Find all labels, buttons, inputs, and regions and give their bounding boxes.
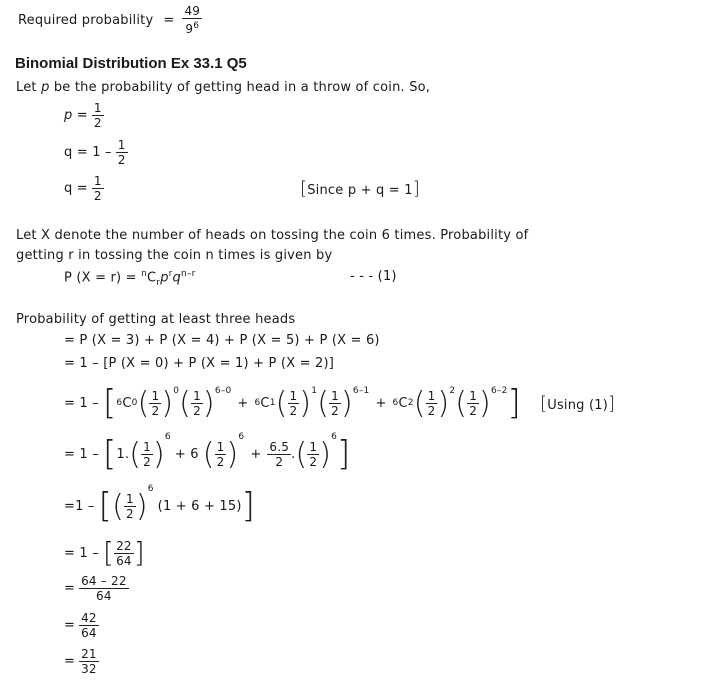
formula-qexp: n–r — [181, 269, 196, 279]
fraction-denominator — [183, 19, 201, 36]
exp: 6 — [238, 432, 245, 442]
formula-lhs: P (X = r) = — [64, 270, 137, 286]
required-probability-label: Required probability — [18, 12, 154, 28]
since-note: [Since p + q = 1] — [300, 178, 420, 199]
step6-pre: = 1 – — [64, 545, 99, 561]
den: 2 — [427, 403, 436, 418]
num: 6.5 — [269, 439, 290, 454]
plus: + — [375, 395, 387, 411]
q-fraction — [116, 138, 128, 167]
step3-pre: = 1 – — [64, 395, 99, 411]
formula-c: C — [147, 270, 157, 286]
q-result-lhs: q = — [64, 181, 88, 196]
e2: 2 — [449, 385, 456, 396]
six: 6 — [392, 398, 399, 408]
exp: 6 — [147, 484, 154, 494]
den: 2 — [331, 403, 339, 418]
formula-n: n — [141, 269, 147, 279]
den: 2 — [216, 454, 225, 469]
den: 2 — [309, 454, 318, 469]
step-8 — [64, 611, 99, 640]
step-7 — [64, 574, 129, 603]
para1-post: be the probability of getting head in a throw of coin. So, — [53, 80, 431, 95]
step-2: = 1 – [P (X = 0) + P (X = 1) + P (X = 2)] — [64, 356, 335, 371]
formula-p: p — [160, 270, 169, 286]
step5-pre: =1 – — [64, 498, 95, 514]
required-probability-fraction — [182, 4, 202, 36]
six: 6 — [254, 398, 261, 408]
exp: 6 — [331, 432, 338, 442]
e0: 0 — [173, 385, 180, 396]
num: 1 — [289, 388, 298, 403]
step5-sum: (1 + 6 + 15) — [157, 498, 242, 514]
binomial-formula — [64, 269, 196, 288]
p-fraction — [92, 101, 104, 130]
den: 2 — [289, 403, 298, 418]
num: 64 – 22 — [81, 574, 127, 588]
para2-line1: Let X denote the number of heads on tossing the coin 6 times. Probability of — [16, 228, 529, 243]
c: C — [398, 395, 408, 411]
step4-a: 1. — [116, 446, 130, 462]
step4-b: + 6 — [174, 446, 199, 462]
six: 6 — [116, 398, 123, 408]
using-note: [Using (1)] — [540, 393, 616, 414]
step4-c: + — [250, 446, 262, 462]
num: 1 — [469, 388, 478, 403]
term-0: 6 C 0 ( $\frac{1}{2}$ ) 0 ( $\frac{1}{2}$ ) 6–0 — [116, 385, 232, 421]
denominator-base: 9 — [185, 22, 194, 36]
den: 2 — [93, 116, 102, 130]
num: 1 — [193, 388, 201, 403]
num: 1 — [143, 439, 151, 454]
equals-sign: = — [163, 12, 175, 28]
num: 1 — [331, 388, 339, 403]
num: 1 — [117, 138, 126, 152]
eq: = — [64, 581, 76, 596]
required-probability-line — [18, 4, 202, 36]
p-lhs: p = — [64, 108, 88, 123]
num: 1 — [125, 491, 134, 506]
denominator-exponent: 6 — [193, 21, 200, 31]
step-4: = 1 – [ 1. ( $\frac{1}{2}$ ) 6 + 6 ( $\frac{1}{2}$ ) 6 + $\frac{6.5}{2}$ . ( $\frac{1}{2}$ ) 6 ] — [64, 432, 351, 474]
i2: 2 — [407, 398, 414, 408]
formula-q: q — [172, 270, 181, 286]
num: 1 — [216, 439, 225, 454]
f0: 6–0 — [214, 385, 232, 396]
num: 1 — [93, 101, 102, 115]
c: C — [122, 395, 132, 411]
para2-line2: getting r in tossing the coin n times is given by — [16, 248, 333, 263]
q-lhs: q = 1 – — [64, 145, 112, 160]
f1: 6–1 — [352, 385, 370, 396]
since-note-text: Since p + q = 1 — [307, 183, 413, 198]
num: 1 — [151, 388, 160, 403]
den: 64 — [116, 553, 132, 568]
num: 42 — [81, 611, 97, 625]
den: 32 — [81, 662, 97, 676]
den: 2 — [193, 403, 201, 418]
e1: 1 — [311, 385, 318, 396]
eq: = — [64, 618, 76, 633]
plus: + — [237, 395, 249, 411]
c: C — [260, 395, 270, 411]
i0: 0 — [131, 398, 138, 408]
den: 2 — [151, 403, 160, 418]
bracket-open: [ — [102, 383, 117, 423]
den: 2 — [275, 454, 284, 469]
step-3 — [64, 380, 521, 426]
den: 2 — [143, 454, 151, 469]
step-6: = 1 – [ $\frac{22}{64}$ ] — [64, 536, 145, 569]
q-result-fraction — [92, 174, 104, 203]
num: 22 — [116, 538, 132, 553]
formula-tag: - - - (1) — [350, 269, 397, 284]
formula-r: r — [156, 277, 161, 288]
step-5: =1 – [ ( $\frac{1}{2}$ ) 6 (1 + 6 + 15) ] — [64, 484, 256, 526]
intro-paragraph — [16, 80, 430, 95]
step-1: = P (X = 3) + P (X = 4) + P (X = 5) + P (X = 6) — [64, 333, 380, 348]
eq: = — [64, 654, 76, 669]
f2: 6–2 — [490, 385, 508, 396]
q-definition — [64, 138, 128, 167]
para3: Probability of getting at least three heads — [16, 312, 296, 327]
num: 1 — [427, 388, 436, 403]
num: 21 — [81, 647, 97, 661]
den: 2 — [93, 189, 102, 203]
dot: . — [291, 446, 296, 462]
den: 64 — [96, 589, 112, 603]
den: 2 — [117, 153, 126, 167]
para1-var: p — [41, 80, 50, 95]
den: 2 — [125, 506, 134, 521]
term-2: 6 C 2 ( $\frac{1}{2}$ ) 2 ( $\frac{1}{2}$ ) 6–2 — [392, 385, 508, 421]
exp: 6 — [164, 432, 171, 442]
step4-pre: = 1 – — [64, 446, 99, 462]
den: 2 — [469, 403, 478, 418]
bracket-close: ] — [507, 383, 521, 423]
den: 64 — [81, 626, 97, 640]
num: 1 — [309, 439, 318, 454]
para1-pre: Let — [16, 80, 37, 95]
step-9 — [64, 647, 99, 676]
fraction-numerator: 49 — [184, 4, 201, 18]
p-definition — [64, 101, 104, 130]
q-result — [64, 174, 104, 203]
using-note-text: Using (1) — [547, 398, 608, 413]
formula-rexp: r — [168, 269, 173, 279]
section-heading: Binomial Distribution Ex 33.1 Q5 — [15, 55, 247, 72]
term-1: 6 C 1 ( $\frac{1}{2}$ ) 1 ( $\frac{1}{2}$ ) 6–1 — [254, 385, 370, 421]
i1: 1 — [269, 398, 276, 408]
num: 1 — [93, 174, 102, 188]
